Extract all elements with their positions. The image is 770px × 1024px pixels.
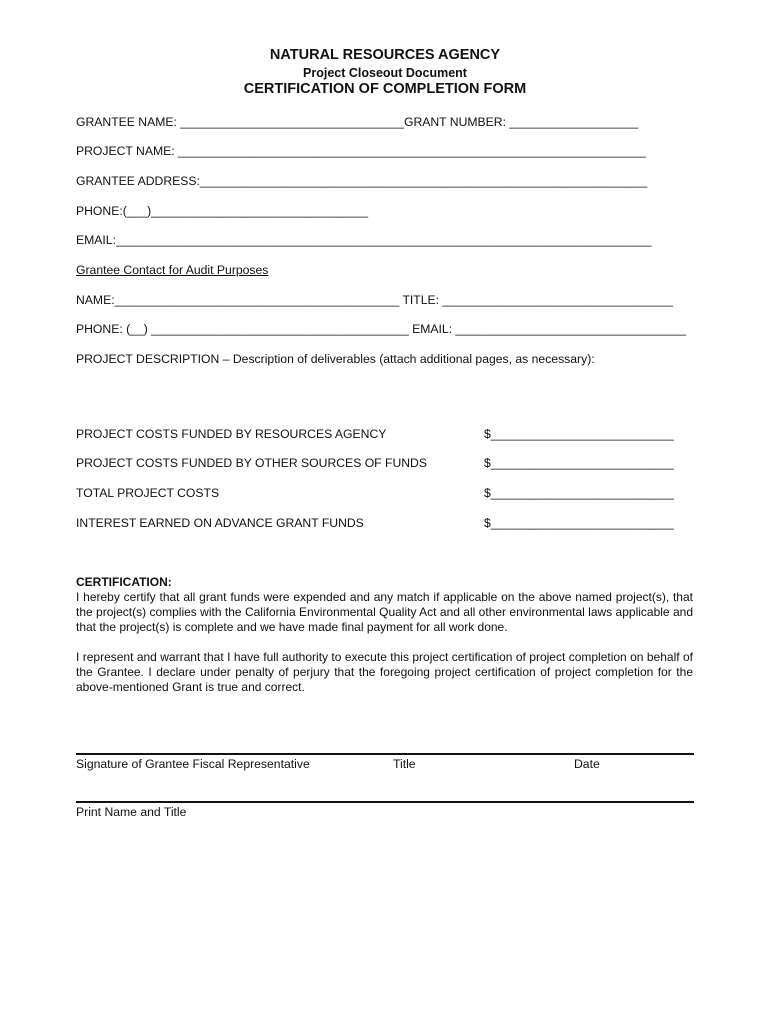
certification-section: [76, 575, 693, 635]
cost-amount-field[interactable]: $___________________________: [484, 486, 674, 500]
cost-amount-field[interactable]: $___________________________: [484, 456, 674, 470]
contact-name-title-field[interactable]: NAME:__________________________________________ TITLE: __________________________________: [76, 293, 673, 307]
phone-field[interactable]: PHONE:(___)________________________________: [76, 204, 369, 218]
print-name-label: Print Name and Title: [76, 805, 187, 819]
cost-amount-field[interactable]: $___________________________: [484, 516, 674, 530]
agency-title: NATURAL RESOURCES AGENCY: [269, 47, 501, 63]
contact-phone-email-field[interactable]: PHONE: (__) ______________________________________ EMAIL: __________________________________: [76, 322, 686, 336]
certification-heading: CERTIFICATION:: [76, 575, 172, 589]
signature-line[interactable]: [76, 753, 694, 755]
email-field[interactable]: EMAIL:_______________________________________________________________________________: [76, 233, 652, 247]
cost-label: PROJECT COSTS FUNDED BY RESOURCES AGENCY: [76, 427, 387, 441]
audit-contact-heading: Grantee Contact for Audit Purposes: [76, 263, 269, 277]
cost-amount-field[interactable]: $___________________________: [484, 427, 674, 441]
certification-paragraph: I hereby certify that all grant funds were expended and any match if applicable on the above named project(s), that the project(s) complies with the California Environmental Quality Act and all other environmental laws applicable and that the project(s) is complete and we have made final payment for all work done.: [76, 590, 693, 634]
project-description-label: PROJECT DESCRIPTION – Description of deliverables (attach additional pages, as necessary):: [76, 352, 595, 366]
cost-label: INTEREST EARNED ON ADVANCE GRANT FUNDS: [76, 516, 364, 530]
grantee-address-field[interactable]: GRANTEE ADDRESS:__________________________________________________________________: [76, 174, 648, 188]
project-name-field[interactable]: PROJECT NAME: _____________________________________________________________________: [76, 144, 646, 158]
title-label: Title: [393, 757, 416, 771]
authority-paragraph: I represent and warrant that I have full authority to execute this project certification of project completion on behalf of the Grantee. I declare under penalty of perjury that the foregoing project certification of project completion for the above-mentioned Grant is true and correct.: [76, 650, 693, 694]
date-label: Date: [574, 757, 600, 771]
form-title: CERTIFICATION OF COMPLETION FORM: [243, 81, 527, 97]
print-name-line[interactable]: [76, 801, 694, 803]
cost-label: PROJECT COSTS FUNDED BY OTHER SOURCES OF FUNDS: [76, 456, 427, 470]
cost-label: TOTAL PROJECT COSTS: [76, 486, 220, 500]
document-subtitle: Project Closeout Document: [303, 66, 467, 80]
signature-label: Signature of Grantee Fiscal Representative: [76, 757, 310, 771]
grantee-name-field[interactable]: GRANTEE NAME: _________________________________GRANT NUMBER: ___________________: [76, 115, 639, 129]
